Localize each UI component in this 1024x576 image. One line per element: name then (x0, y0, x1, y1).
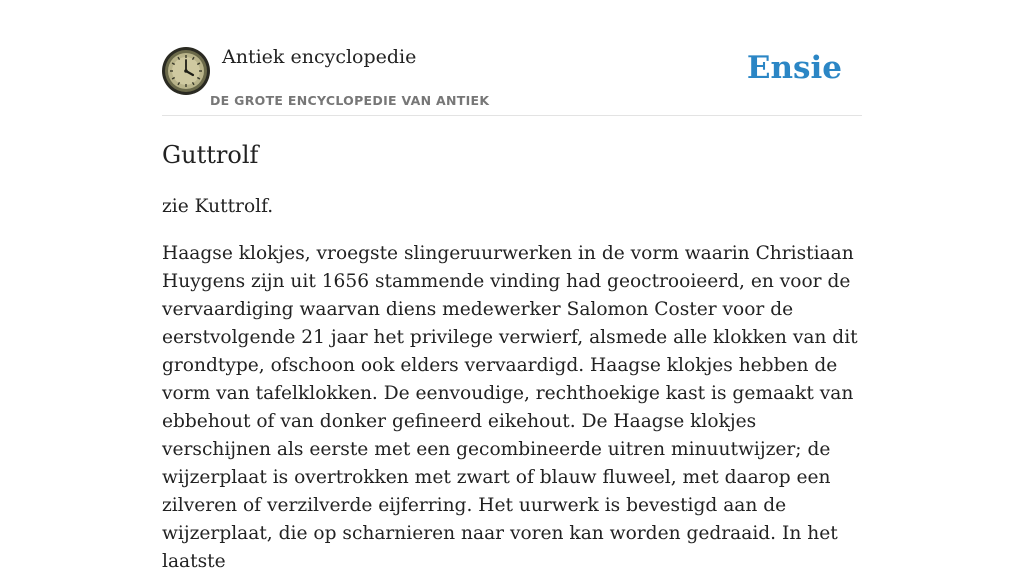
site-header (162, 0, 862, 116)
content-container (162, 0, 862, 576)
article-paragraph: zie Kuttrolf. (162, 196, 274, 217)
site-subtitle: DE GROTE ENCYCLOPEDIE VAN ANTIEK (210, 93, 490, 108)
brand-logo-link[interactable]: Ensie (746, 50, 842, 86)
clock-icon[interactable] (162, 47, 210, 95)
article-paragraph: Haagse klokjes, vroegste slingeruurwerken in de vorm waarin Christiaan Huygens zijn uit 1656 stammende vinding had geoctrooieerd, en voor de vervaardiging waarvan diens medewerker Salomon Coster voor de eerstvolgende 21 jaar het privilege verwierf, alsmede alle klokken van dit grondtype, ofschoon ook elders vervaardigd. Haagse klokjes hebben de vorm van tafelklokken. De eenvoudige, rechthoekige kast is gemaakt van ebbehout of van donker gefineerd eikehout. De Haagse klokjes verschijnen als eerste met een gecombineerde uitren minuutwijzer; de wijzerplaat is overtrokken met zwart of blauw fluweel, met daarop een zilveren of verzilverde eijferring. Het uurwerk is bevestigd aan de wijzerplaat, die op scharnieren naar voren kan worden gedraaid. In het laatste (162, 243, 858, 572)
site-title[interactable]: Antiek encyclopedie (222, 46, 417, 68)
article (162, 140, 862, 576)
article-title: Guttrolf (162, 141, 259, 169)
